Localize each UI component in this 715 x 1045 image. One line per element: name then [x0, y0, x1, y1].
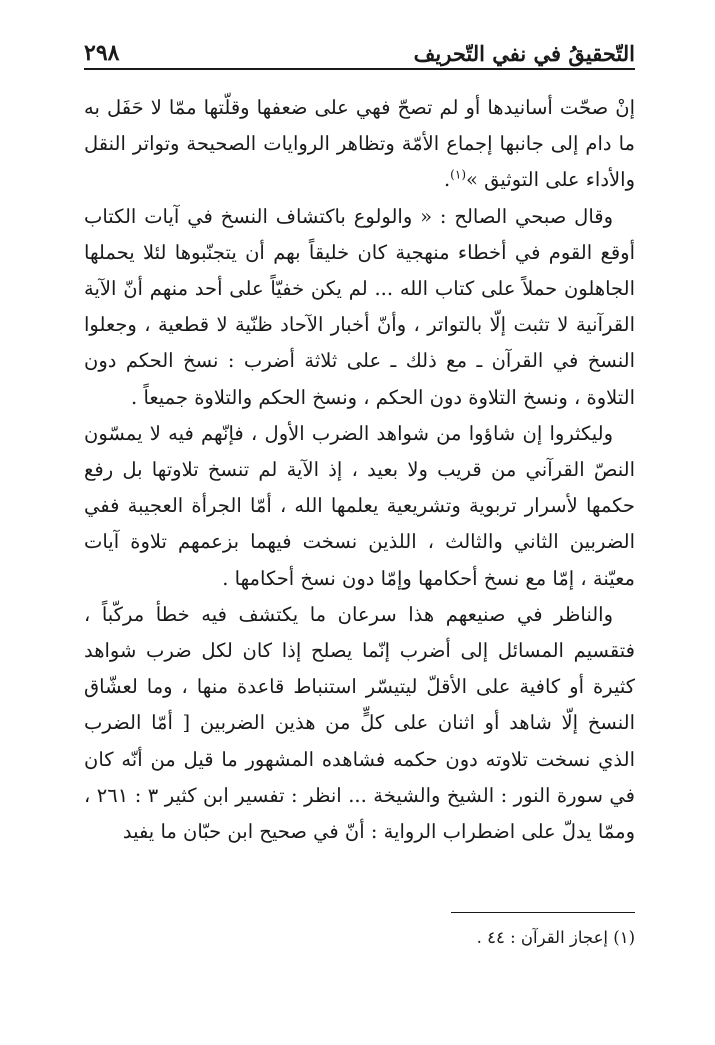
- running-title: التّحقيقُ في نفي التّحريف: [413, 41, 635, 66]
- footnote: (١) إعجاز القرآن : ٤٤ .: [476, 928, 635, 947]
- running-header: [84, 30, 635, 66]
- paragraph: وقال صبحي الصالح : « والولوع باكتشاف النسخ في آيات الكتاب أوقع القوم في أخطاء منهجية كان خليقاً بهم أن يتجنّبوها لئلا يحملها الجاهلون حملاً على كتاب الله ... لم يكن خفيّاً على أحد منهم أنّ الآية القرآنية لا تثبت إلّا بالتواتر ، وأنّ أخبار الآحاد ظنّية لا قطعية ، وجعلوا النسخ في القرآن ـ مع ذلك ـ على ثلاثة أضرب : نسخ الحكم دون التلاوة ، ونسخ التلاوة دون الحكم ، ونسخ الحكم والتلاوة جميعاً .: [84, 204, 635, 409]
- main-text: [84, 90, 635, 850]
- footnote-reference: (١): [450, 167, 466, 182]
- footnote-rule: [451, 912, 635, 913]
- page-number: ٢٩٨: [84, 40, 120, 66]
- header-rule: [84, 68, 635, 70]
- paragraph: وليكثروا إن شاؤوا من شواهد الضرب الأول ، فإنّهم فيه لا يمسّون النصّ القرآني من قريب ولا بعيد ، إذ الآية لم تنسخ تلاوتها بل رفع حكمها لأسرار تربوية وتشريعية يعلمها الله ، أمّا الجرأة العجيبة ففي الضربين الثاني والثالث ، اللذين نسخت فيهما بزعمهم تلاوة آيات معيّنة ، إمّا مع نسخ أحكامها وإمّا دون نسخ أحكامها .: [84, 421, 635, 590]
- paragraph-text: إنْ صحّت أسانيدها أو لم تصحّ فهي على ضعفها وقلّتها ممّا لا حَفَل به ما دام إلى جانبها إجماع الأمّة وتظاهر الروايات الصحيحة وتواتر النقل والأداء على التوثيق »: [84, 96, 635, 192]
- paragraph-tail: .: [443, 168, 451, 192]
- paragraph: [84, 90, 635, 199]
- paragraph: والناظر في صنيعهم هذا سرعان ما يكتشف فيه خطأ مركّباً ، فتقسيم المسائل إلى أضرب إنّما يصلح إذا كان لكل ضرب شواهد كثيرة أو كافية على الأقلّ ليتيسّر استنباط قاعدة منها ، وما لعشّاق النسخ إلّا شاهد أو اثنان على كلٍّ من هذين الضربين [ أمّا الضرب الذي نسخت تلاوته دون حكمه فشاهده المشهور ما قيل من أنّه كان في سورة النور : الشيخ والشيخة ... انظر : تفسير ابن كثير ٣ : ٢٦١ ، وممّا يدلّ على اضطراب الرواية : أنّ في صحيح ابن حبّان ما يفيد: [84, 602, 636, 844]
